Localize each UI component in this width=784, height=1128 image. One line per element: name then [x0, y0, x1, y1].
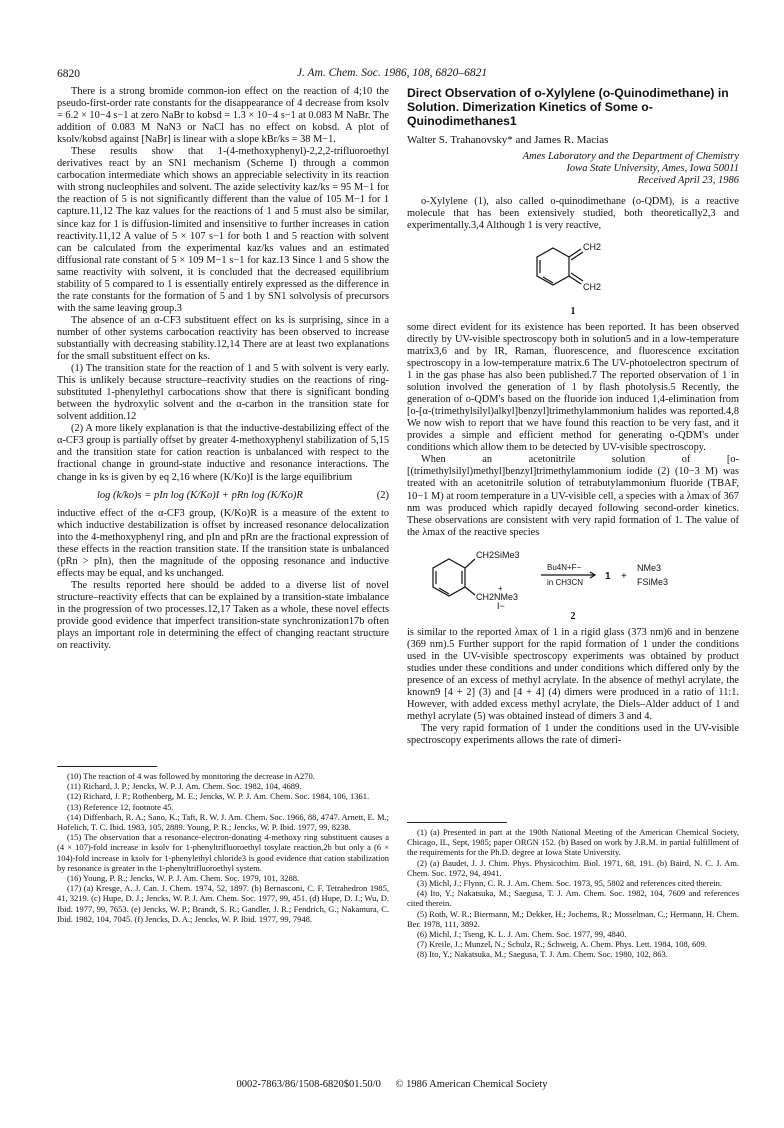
article-title: Direct Observation of o-Xylylene (o-Quinodimethane) in Solution. Dimerization Kinetics of Some o-Quinodimethanes1: [407, 86, 729, 128]
right-footnotes: [407, 822, 739, 960]
exo-bond-bottom-2: [571, 273, 583, 281]
affiliation: Iowa State University, Ames, Iowa 50011: [566, 163, 739, 175]
ch2sime3: CH2SiMe3: [476, 549, 520, 560]
scheme-2-reaction: [425, 545, 725, 609]
equation-text: log (k/ko)s = pIn log (K/Ko)I + pRn log (K/Ko)R: [97, 489, 303, 501]
scheme-2-label: 2: [570, 610, 576, 622]
left-paragraph: There is a strong bromide common-ion effect on the reaction of 4;10 the pseudo-first-order rate constants for the disappearance of 4 decrease from ksolv = 6.2 × 10−4 s−1 at zero NaBr to kobsd = 1.3 × 10−4 s−1 at 0.083 M NaBr. The addition of 0.083 M NaN3 or NaCl has no effect on kobsd. A plot of ksolv/kobsd against [NaBr] is linear with a slope kBr/ks = 38 M−1.: [57, 86, 389, 146]
footnote: (12) Richard, J. P.; Rothenberg, M. E.; Jencks, W. P. J. Am. Chem. Soc. 1984, 106, 1361.: [67, 791, 370, 802]
ring: [537, 248, 569, 285]
page-number: 6820: [57, 68, 80, 80]
footnote: (7) Kreile, J.; Munzel, N.; Schulz, R.; Schweig, A. Chem. Phys. Lett. 1984, 108, 609.: [417, 939, 707, 950]
footnote: (4) Ito, Y.; Nakatsuka, M.; Saegusa, T. J. Am. Chem. Soc. 1982, 104, 7609 and references cited therein.: [407, 888, 739, 909]
ring: [433, 559, 465, 596]
equation-2: [97, 490, 389, 502]
ch2-top: CH2: [583, 241, 602, 252]
left-column: [57, 86, 389, 652]
left-paragraph: inductive effect of the α-CF3 group, (K/Ko)R is a measure of the extent to which inductive destabilization is offset by increased resonance delocalization into the 4-methoxyphenyl ring, and pIn and pRn are the fractional expression of these effects in the reaction transition state. If the transition state is unbalanced (pRn > pIn), then the magnitude of the opposing resonance and inductive effects may be equal, and ks unchanged.: [57, 507, 389, 579]
structure-1-o-xylylene: [513, 236, 633, 304]
left-paragraph: The results reported here should be added to a diverse list of novel structure–reactivity effects that can be explained by a transition-state imbalance in the progression of two processes.12,17 Taken as a whole, these novel effects provide good evidence that imperfect transition-state synchronization17b often plays an important role in determining the effect of changing reactant structure on reactivity.: [57, 579, 389, 652]
affiliation: Ames Laboratory and the Department of Chemistry: [522, 151, 739, 163]
footnote: (16) Young, P. R.; Jencks, W. P. J. Am. Chem. Soc. 1979, 101, 3288.: [67, 873, 300, 884]
right-paragraph: The very rapid formation of 1 under the conditions used in the UV-visible spectroscopy experiments allows the rate of dimeri-: [407, 723, 739, 747]
fsime3: FSiMe3: [637, 576, 669, 587]
received-date: Received April 23, 1986: [637, 175, 739, 187]
exo-bond-top: [569, 249, 581, 257]
footnote: (3) Michl, J.; Flynn, C. R. J. Am. Chem. Soc. 1973, 95, 5802 and references cited therein.: [417, 878, 723, 889]
page-footer: [0, 1079, 784, 1090]
left-footnotes: [57, 766, 389, 924]
footnote: (10) The reaction of 4 was followed by monitoring the decrease in A270.: [67, 771, 315, 781]
footnote: (8) Ito, Y.; Nakatsuka, M.; Saegusa, T. J. Am. Chem. Soc. 1980, 102, 863.: [417, 949, 668, 960]
right-column: [407, 86, 739, 747]
iodide: I−: [497, 600, 505, 609]
footnote: (11) Richard, J. P.; Jencks, W. P. J. Am. Chem. Soc. 1982, 104, 4689.: [67, 781, 302, 792]
footnote: (6) Michl, J.; Tseng, K. L. J. Am. Chem. Soc. 1977, 99, 4840.: [417, 929, 627, 940]
footnote-rule: [57, 766, 157, 767]
substituent-bond-top: [465, 559, 475, 568]
plus-sign: +: [621, 570, 627, 582]
footnote: (14) Diffenbach, R. A.; Sano, K.; Taft, R. W. J. Am. Chem. Soc. 1966, 88, 4747. Arnett, E. M.; Hofelich, T. C. Ibid. 1983, 105, 2889. Young, P. R.; Jencks, W. P. Ibid. 1977, 99, 8238.: [57, 811, 389, 833]
footnote: (15) The observation that a resonance-electron-donating 4-methoxy ring substituent causes a (4 × 107)-fold increase in ksolv for 1-phenyltrifluoroethyl tosylate reaction,2b but only a (6 × 104)-fold increase in ksolv for 1-phenylethyl chloride3 is good evidence that cation stabilization by resonance is greater in the 1-phenyltrifluoroethyl system.: [57, 832, 389, 873]
footnote: (13) Reference 12, footnote 45.: [67, 801, 174, 812]
reagent: Bu4N+F−: [547, 562, 582, 572]
exo-bond-bottom: [569, 276, 581, 284]
equation-number: (2): [376, 489, 389, 501]
left-paragraph: (1) The transition state for the reaction of 1 and 5 with solvent is very early. This is unlikely because structure–reactivity studies on the reactions of ring-substituted 1-phenylethyl carbocations show that there is significant bonding between the hydroxylic solvent and the α-carbon in the transition state for solvent addition.12: [57, 363, 389, 423]
footnote: (1) (a) Presented in part at the 190th National Meeting of the American Chemical Society, Chicago, IL, Sept, 1985; paper ORGN 152. (b) Based on work by J.R.M. in partial fulfillment of the requirements for the Ph.D. degree at Iowa State University.: [407, 827, 739, 858]
right-paragraph: is similar to the reported λmax of 1 in a rigid glass (373 nm)6 and in benzene (369 nm).5 Further support for the rapid formation of 1 under the conditions used in the UV-visible spectroscopy experiments was obtained by product studies under these conditions and under conditions which differed only by the presence of an excess of methyl acrylate. In the absence of methyl acrylate, the known9 [4 + 2] (3) and [4 + 4] (4) dimers were produced in a ratio of 11:1. However, with added excess methyl acrylate, the Diels–Alder adduct of 1 and methyl acrylate (5) was obtained instead of dimers 3 and 4.: [407, 626, 739, 723]
substituent-bond-bottom: [465, 587, 475, 595]
issn-code: 0002-7863/86/1508-6820$01.50/0: [236, 1079, 381, 1090]
left-paragraph: (2) A more likely explanation is that the inductive-destabilizing effect of the α-CF3 group is partially offset by greater 4-methoxyphenyl stabilization of 5,15 and the transition state for cation reaction is unbalanced with respect to the fractional change in ground-state inductive and resonance interactions. The change in ks is given by eq 2,16 where (K/Ko)I is the large equilibrium: [57, 423, 389, 483]
right-paragraph: When an acetonitrile solution of [o-[(trimethylsilyl)methyl]benzyl]trimethylammonium iodide (2) (10−3 M) was treated with an acetonitrile solution of tetrabutylammonium fluoride (TBAF, 10−1 M) at room temperature in a UV-visible cell, a species with a λmax of 367 nm was produced which rapidly decayed following second-order kinetics. These observations are consistent with very rapid formation of 1. The value of the λmax of the reactive species: [407, 454, 739, 538]
product-1: 1: [605, 570, 611, 582]
structure-1-label: 1: [570, 305, 576, 317]
copyright: © 1986 American Chemical Society: [395, 1079, 548, 1090]
footnote: (17) (a) Kresge, A. J. Can. J. Chem. 1974, 52, 1897. (b) Bernasconi, C. F. Tetrahedron 1985, 41, 3219. (c) Hupe, D. J.; Jencks, W. P. J. Am. Chem. Soc. 1977, 99, 451. (d) Hupe, D. J.; Wu, D. Ibid. 1977, 99, 7653. (e) Jencks, W. P.; Brandt, S. R.; Gandler, J. R.; Fendrich, G.; Nakamura, C. Ibid. 1982, 104, 7045. (f) Jencks, D. A.; Jencks, W. P. Ibid. 1977, 99, 7948.: [57, 883, 389, 924]
plus-charge: +: [498, 583, 503, 593]
right-paragraph: some direct evident for its existence has been reported. It has been observed directly by UV-visible spectroscopy both in solution5 and in a low-temperature matrix3,6 and by IR, Raman, fluorescence, and fluorescence excitation spectroscopy in a low-temperature matrix.6 The UV-photoelectron spectrum of 1 in the gas phase has also been published.7 The reported observation of 1 in solution involved the generation of 1 by flash photolysis.5 Recently, the generation of o-QDM's based on the fluoride ion induced 1,4-elimination from [o-[α-(trimethylsilyl)alkyl]benzyl]trimethylammonium halides was reported.4,8 We now wish to report that we have found this reaction to be very fast, and it provides a simple and efficient method for generating o-QDM's under conditions which allow them to be detected by UV-visible spectroscopy.: [407, 321, 739, 454]
ch2-bottom: CH2: [583, 281, 602, 292]
nme3: NMe3: [637, 562, 662, 573]
ch2nme3: CH2NMe3: [476, 591, 519, 602]
left-paragraph: The absence of an α-CF3 substituent effect on ks is surprising, since in a number of other systems carbocation reactivity has been observed to increase substantially with decreasing stability.12,14 There are at least two explanations for the small substituent effect on ks.: [57, 314, 389, 363]
solvent: in CH3CN: [547, 577, 584, 587]
journal-header: J. Am. Chem. Soc. 1986, 108, 6820–6821: [296, 67, 488, 79]
exo-bond-top-2: [571, 252, 583, 260]
footnote-rule: [407, 822, 507, 823]
article-authors: Walter S. Trahanovsky* and James R. Macias: [407, 134, 609, 146]
footnote: (2) (a) Baudet, J. J. Chim. Phys. Physicochim. Biol. 1971, 68, 191. (b) Baird, N. C. J. Am. Chem. Soc. 1972, 94, 4941.: [407, 857, 739, 878]
footnote: (5) Roth, W. R.; Biermann, M.; Dekker, H.; Jochems, R.; Mosselman, C.; Hermann, H. Chem. Ber. 1978, 111, 3892.: [407, 908, 739, 929]
right-paragraph: o-Xylylene (1), also called o-quinodimethane (o-QDM), is a reactive molecule that has been extensively studied, both theoretically2,3 and experimentally.3,4 Although 1 is very reactive,: [407, 195, 739, 231]
left-paragraph: These results show that 1-(4-methoxyphenyl)-2,2,2-trifluoroethyl derivatives react by an SN1 mechanism (Scheme I) through a common carbocation intermediate which shows an appreciable selectivity in its reaction with strong nucleophiles and solvent. The azide selectivity kaz/ks = 95 M−1 for the reaction of 5 is not significantly different than the value of 105 M−1 for 1 capture.11,12 The kaz values for the reactions of 1 and 5 must also be similar, since kaz for 1 is diffusion-limited and insensitive to further increases in cation reactivity.11,12 A value of 5 × 107 s−1 for both 1 and 5 reaction with solvent can be calculated from the experimental kaz/ks values and an estimated diffusional rate constant of 5 × 109 M−1 s−1 for kaz.13 Since 1 and 5 show the same reactivity with solvent, it is concluded that the decreased equilibrium stability of 5 compared to 1 is essentially entirely expressed as the difference in the rate constants for the formation of 5 and 1 by SN1 solvolysis of precursors with the same leaving group.3: [57, 146, 389, 314]
